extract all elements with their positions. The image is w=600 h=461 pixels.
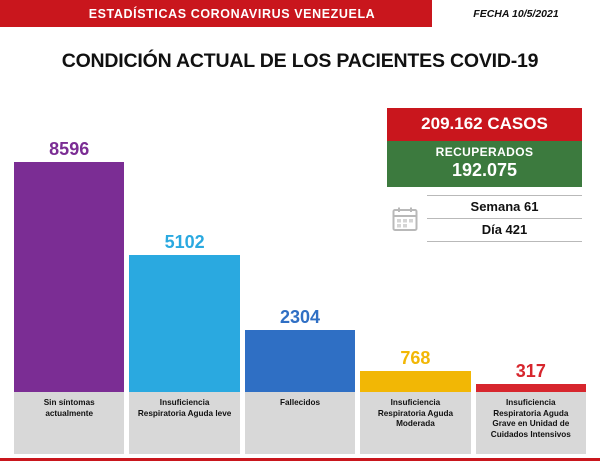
bar-column [476,120,586,392]
legend-line: actualmente [45,408,94,418]
legend-line: Fallecidos [279,398,321,407]
bar-value-label: 768 [400,348,431,368]
bar [476,384,586,392]
bar-value-label: 8596 [49,139,90,159]
bar [360,371,470,392]
banner-left-block [0,0,32,27]
bar-value-label: 5102 [164,232,205,252]
bar [129,255,239,392]
bar-column [14,120,124,392]
legend-cell [245,392,355,454]
recovered-value: 192.075 [451,160,518,180]
bar-value-label: 317 [515,361,546,381]
legend-line: Insuficiencia [506,398,556,407]
legend-line: Grave en Unidad de [492,419,570,428]
bar [14,162,124,392]
week-row: Semana 61 [427,195,582,219]
bar [245,330,355,392]
legend-cell [360,392,470,454]
bar-chart [0,120,600,392]
bar-column [129,120,239,392]
legend-cell [14,392,124,454]
bar-series [14,120,586,392]
chart-legend [14,392,586,454]
legend-cell [129,392,239,454]
legend-line: Moderada [396,419,435,428]
legend-cell [476,392,586,454]
legend-line: Insuficiencia [390,398,441,407]
bar-column [245,120,355,392]
top-banner [0,0,600,27]
legend-line: Insuficiencia [159,398,210,407]
legend-line: Respiratoria Aguda [377,408,454,418]
legend-line: Respiratoria Aguda [493,408,569,418]
page-title: CONDICIÓN ACTUAL DE LOS PACIENTES COVID-19 [61,50,539,72]
bar-column [360,120,470,392]
day-row: Día 421 [427,219,582,242]
recovered-label: RECUPERADOS [435,145,534,159]
total-cases-badge: 209.162 CASOS [387,108,582,141]
banner-title: ESTADÍSTICAS CORONAVIRUS VENEZUELA [32,0,432,27]
banner-date: FECHA 10/5/2021 [432,0,600,27]
bar-value-label: 2304 [279,307,321,327]
legend-line: Sin síntomas [43,398,95,407]
legend-line: Cuidados Intensivos [490,429,571,439]
legend-line: Respiratoria Aguda leve [137,408,232,418]
